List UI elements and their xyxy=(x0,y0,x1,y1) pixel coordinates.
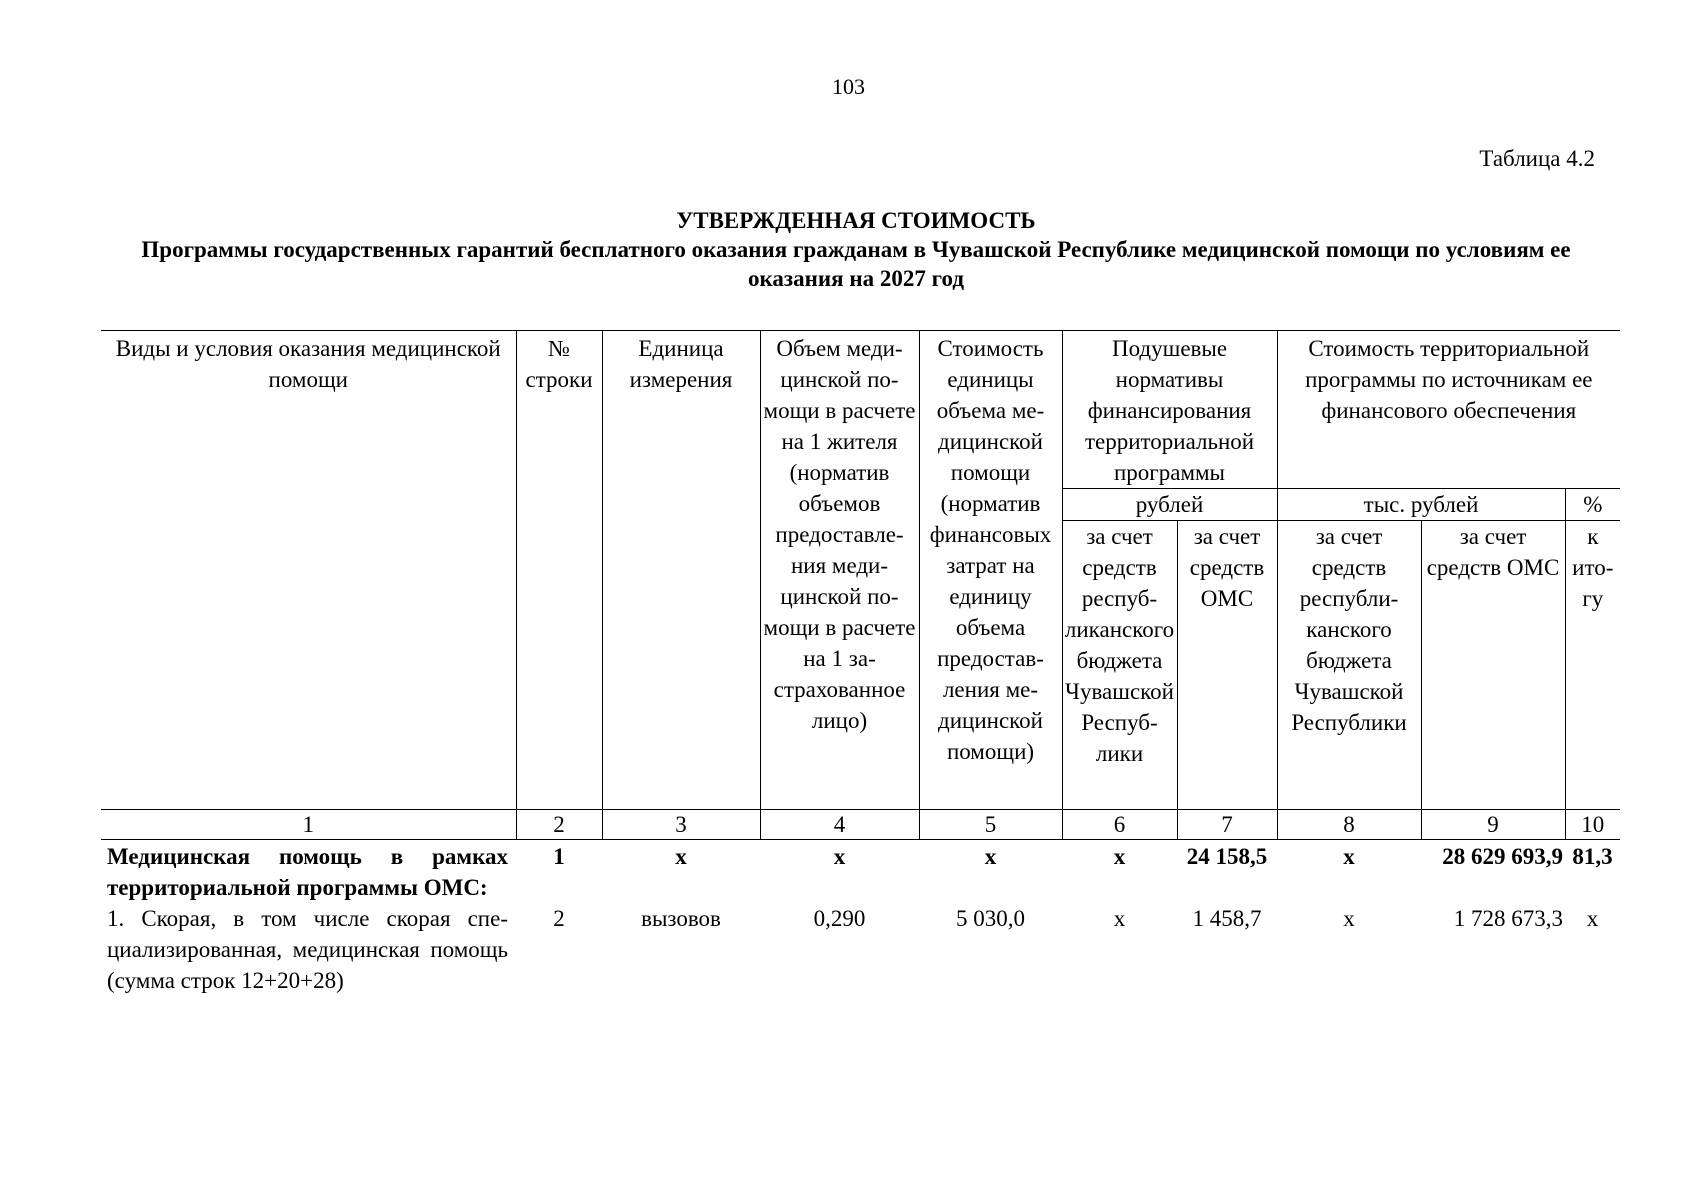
header-per-capita-oms: за счет средств ОМС xyxy=(1177,521,1277,810)
row-unit-cost: 5 030,0 xyxy=(956,906,1025,931)
row-cost-oms: 28 629 693,9 xyxy=(1442,844,1564,869)
row-percent: 81,3 xyxy=(1572,844,1613,869)
row-per-capita-oms: 1 458,7 xyxy=(1192,906,1262,931)
table-row xyxy=(101,903,1620,996)
row-volume: 0,290 xyxy=(813,906,866,931)
column-number: 8 xyxy=(1277,810,1421,840)
row-unit-cost: х xyxy=(984,844,997,869)
column-number: 3 xyxy=(602,810,760,840)
column-number: 5 xyxy=(919,810,1062,840)
row-unit: вызовов xyxy=(641,906,721,931)
header-care-type: Виды и условия оказания медицинской помощи xyxy=(101,331,516,810)
header-percent-of-total: к итогу xyxy=(1565,521,1620,810)
row-per-capita-budget: х xyxy=(1113,906,1126,931)
row-care-type: 1. Скорая, в том числе скорая специализированная, медицинская помощь (сумма строк 12+20+28) xyxy=(107,906,508,993)
row-unit: х xyxy=(675,844,687,869)
header-line-number: № строки xyxy=(516,331,602,810)
column-number: 10 xyxy=(1565,810,1620,840)
column-number: 2 xyxy=(516,810,602,840)
header-cost-budget: за счет средств республиканского бюджета Чувашской Республики xyxy=(1277,521,1421,810)
row-line-number: 2 xyxy=(553,906,565,931)
row-percent: х xyxy=(1586,906,1599,931)
row-care-type: Медицинская помощь в рамках территориальной программы ОМС: xyxy=(107,844,508,900)
row-cost-oms: 1 728 673,3 xyxy=(1453,906,1564,931)
column-number: 6 xyxy=(1062,810,1177,840)
header-unit-cost: Стоимость единицы объема медицинской помощи (норматив финансовых затрат на единицу объема предоставления медицинской помощи) xyxy=(919,331,1062,810)
title-line-1: УТВЕРЖДЕННАЯ СТОИМОСТЬ xyxy=(676,208,1036,233)
header-cost-oms: за счет средств ОМС xyxy=(1421,521,1565,810)
table-row xyxy=(101,840,1620,904)
header-percent: % xyxy=(1565,489,1620,521)
header-volume: Объем медицинской помощи в расчете на 1 жителя (норматив объемов предоставления медицинской помощи в расчете на 1 застрахованное лицо) xyxy=(760,331,919,810)
row-cost-budget: х xyxy=(1343,906,1355,931)
cost-table xyxy=(101,330,1620,996)
header-unit: Единица измерения xyxy=(602,331,760,810)
title-line-2: Программы государственных гарантий бесплатного оказания гражданам в Чувашской Республике медицинской помощи по условиям ее оказания на 2027 год xyxy=(141,237,1571,291)
header-rubles: рублей xyxy=(1062,489,1277,521)
row-cost-budget: х xyxy=(1343,844,1355,869)
header-thousand-rubles: тыс. рублей xyxy=(1277,489,1565,521)
row-line-number: 1 xyxy=(553,844,565,869)
document-title xyxy=(140,206,1572,293)
row-volume: х xyxy=(833,844,846,869)
header-per-capita: Подушевые нормативы финансирования территориальной программы xyxy=(1062,331,1277,489)
column-number: 7 xyxy=(1177,810,1277,840)
row-per-capita-oms: 24 158,5 xyxy=(1186,844,1268,869)
column-number: 4 xyxy=(760,810,919,840)
row-per-capita-budget: х xyxy=(1113,844,1126,869)
page-number: 103 xyxy=(832,74,865,99)
header-program-cost: Стоимость территориальной программы по источникам ее финансового обеспечения xyxy=(1277,331,1620,489)
column-number: 1 xyxy=(101,810,516,840)
table-label: Таблица 4.2 xyxy=(1479,146,1595,171)
header-per-capita-budget: за счет средств республиканского бюджета Чувашской Республики xyxy=(1062,521,1177,810)
column-number: 9 xyxy=(1421,810,1565,840)
column-number-row xyxy=(101,810,1620,840)
